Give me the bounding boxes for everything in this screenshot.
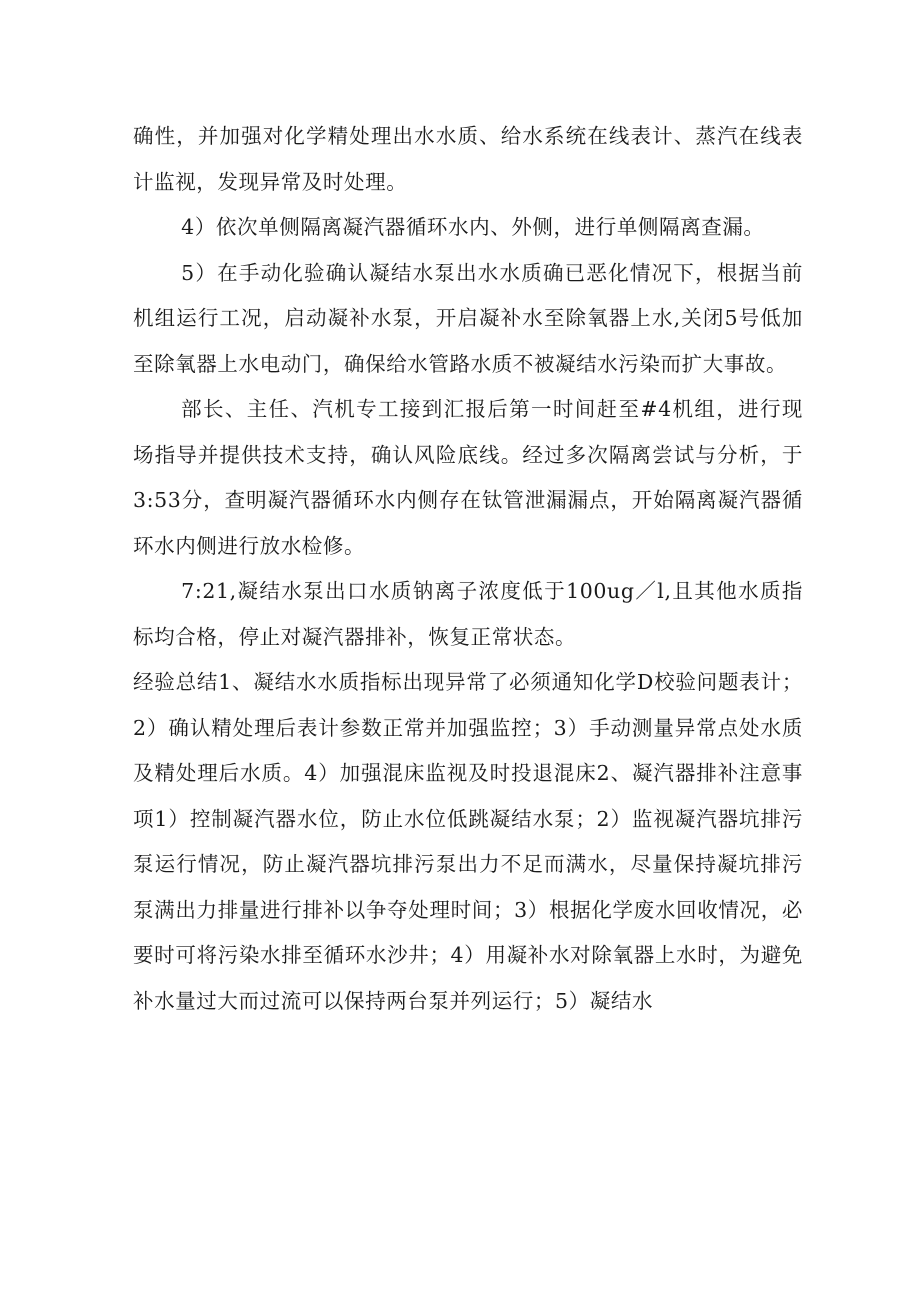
document-body: [133, 114, 803, 1024]
paragraph-continuation: 确性，并加强对化学精处理出水水质、给水系统在线表计、蒸汽在线表计监视，发现异常及时处理。: [133, 124, 803, 194]
paragraph-step-4: 4）依次单侧隔离凝汽器循环水内、外侧，进行单侧隔离查漏。: [181, 215, 765, 239]
paragraph-step-5: 5）在手动化验确认凝结水泵出水水质确已恶化情况下，根据当前机组运行工况，启动凝补水泵，开启凝补水至除氧器上水,关闭5号低加至除氧器上水电动门，确保给水管路水质不被凝结水污染而扩大事故。: [133, 260, 803, 376]
paragraph-lessons-learned: 经验总结1、凝结水水质指标出现异常了必须通知化学D校验问题表计；2）确认精处理后表计参数正常并加强监控；3）手动测量异常点处水质及精处理后水质。4）加强混床监视及时投退混床2、凝汽器排补注意事项1）控制凝汽器水位，防止水位低跳凝结水泵；2）监视凝汽器坑排污泵运行情况，防止凝汽器坑排污泵出力不足而满水，尽量保持凝坑排污泵满出力排量进行排补以争夺处理时间；3）根据化学废水回收情况，必要时可将污染水排至循环水沙井；4）用凝补水对除氧器上水时，为避免补水量过大而过流可以保持两台泵并列运行；5）凝结水: [133, 670, 803, 1013]
paragraph-leadership-response: 部长、主任、汽机专工接到汇报后第一时间赶至#4机组，进行现场指导并提供技术支持，确认风险底线。经过多次隔离尝试与分析，于3:53分，查明凝汽器循环水内侧存在钛管泄漏漏点，开始隔离凝汽器循环水内侧进行放水检修。: [133, 397, 803, 558]
paragraph-recovery: 7:21,凝结水泵出口水质钠离子浓度低于100ug／l,且其他水质指标均合格，停止对凝汽器排补，恢复正常状态。: [133, 579, 803, 649]
